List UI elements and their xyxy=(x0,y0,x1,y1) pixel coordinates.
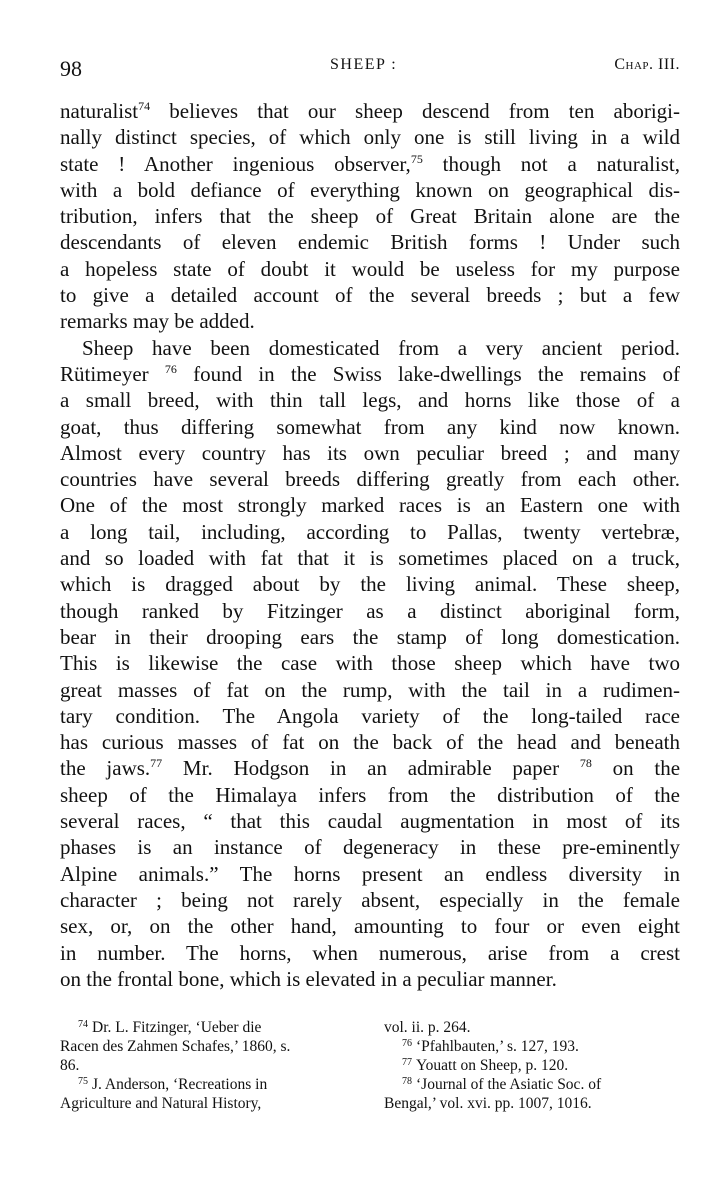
text-line xyxy=(60,624,680,650)
footnote-ref: 74 xyxy=(138,99,151,113)
line-text: This is likewise the case with those sheep which have two xyxy=(60,651,680,676)
text-line xyxy=(60,308,680,334)
line-text: One of the most strongly marked races is an Eastern one with xyxy=(60,493,680,518)
text-line xyxy=(60,966,680,992)
paragraph-2 xyxy=(60,335,680,992)
text-line xyxy=(60,335,680,361)
footnote-text: Dr. L. Fitzinger, ‘Ueber die xyxy=(92,1019,262,1036)
text-line xyxy=(60,598,680,624)
line-text: several races, “ that this caudal augmentation in most of its xyxy=(60,809,680,834)
line-text: character ; being not rarely absent, especially in the female xyxy=(60,887,680,912)
paragraph-1 xyxy=(60,98,680,335)
text-line xyxy=(60,887,680,913)
line-text: Alpine animals.” The horns present an endless diversity in xyxy=(60,861,680,886)
footnote-line xyxy=(60,1075,360,1094)
line-text: to give a detailed account of the several breeds ; but a few xyxy=(60,283,680,308)
line-text: a long tail, including, according to Pallas, twenty vertebræ, xyxy=(60,519,680,544)
line-text: Almost every country has its own peculiar breed ; and many xyxy=(60,440,680,465)
line-text: in number. The horns, when numerous, arise from a crest xyxy=(60,940,680,965)
footnote-text: Bengal,’ vol. xvi. pp. 1007, 1016. xyxy=(384,1095,592,1112)
footnote-line xyxy=(60,1018,360,1037)
text-line xyxy=(60,808,680,834)
text-line xyxy=(60,387,680,413)
line-text: with a bold defiance of everything known on geographical dis- xyxy=(60,177,680,202)
footnote-number: 76 xyxy=(402,1038,412,1049)
line-text: great masses of fat on the rump, with the tail in a rudimen- xyxy=(60,677,680,702)
footnote-text: ‘Pfahlbauten,’ s. 127, 193. xyxy=(416,1038,579,1055)
page-number: 98 xyxy=(60,56,82,81)
footnote-line xyxy=(60,1056,360,1075)
footnote-text: Agriculture and Natural History, xyxy=(60,1095,262,1112)
line-text: nally distinct species, of which only one is still living in a wild xyxy=(60,125,680,150)
line-text: Sheep have been domesticated from a very ancient period. xyxy=(82,335,680,360)
line-text: and so loaded with fat that it is sometimes placed on a truck, xyxy=(60,546,680,571)
line-text: which is dragged about by the living animal. These sheep, xyxy=(60,572,680,597)
text-line xyxy=(60,571,680,597)
footnote-ref: 75 xyxy=(410,151,423,166)
footnote-line xyxy=(384,1056,680,1075)
text-line xyxy=(60,861,680,887)
footnote-text: Racen des Zahmen Schafes,’ 1860, s. xyxy=(60,1038,291,1055)
text-line xyxy=(60,940,680,966)
line-text: descendants of eleven endemic British forms ! Under such xyxy=(60,230,680,255)
footnote-line xyxy=(384,1018,680,1037)
line-text: has curious masses of fat on the back of the head and beneath xyxy=(60,730,680,755)
line-text: though ranked by Fitzinger as a distinct aboriginal form, xyxy=(60,598,680,623)
text-line xyxy=(60,677,680,703)
footnote-ref: 76 xyxy=(164,361,177,376)
footnote-text: vol. ii. p. 264. xyxy=(384,1019,471,1036)
footnote-text: J. Anderson, ‘Recreations in xyxy=(92,1076,268,1093)
main-text xyxy=(60,98,680,992)
text-line xyxy=(60,256,680,282)
text-line xyxy=(60,229,680,255)
footnotes-left-column xyxy=(60,1018,360,1113)
page-header xyxy=(60,52,680,82)
text-line xyxy=(60,545,680,571)
text-line xyxy=(60,203,680,229)
footnote-text: 86. xyxy=(60,1057,80,1074)
line-text: goat, thus differing somewhat from any kind now known. xyxy=(60,414,680,439)
line-text: tribution, infers that the sheep of Great Britain alone are the xyxy=(60,204,680,229)
footnote-ref: 77 xyxy=(150,756,163,771)
footnote-number: 74 xyxy=(78,1019,88,1030)
line-text: believes that our sheep descend from ten aborigi- xyxy=(150,99,680,123)
line-text: on the xyxy=(591,756,681,781)
footnote-number: 75 xyxy=(78,1076,88,1087)
line-text: sex, or, on the other hand, amounting to four or even eight xyxy=(60,914,680,939)
line-text: naturalist xyxy=(60,99,139,123)
text-line xyxy=(60,361,680,387)
line-text: a small breed, with thin tall legs, and horns like those of a xyxy=(60,388,680,413)
line-text: a hopeless state of doubt it would be useless for my purpose xyxy=(60,256,680,281)
line-text: the jaws. xyxy=(60,756,151,781)
text-line xyxy=(60,124,680,150)
text-line xyxy=(60,414,680,440)
line-text: Rütimeyer xyxy=(60,361,165,386)
line-text: sheep of the Himalaya infers from the distribution of the xyxy=(60,782,680,807)
footnote-line xyxy=(384,1037,680,1056)
chapter-label: Chap. III. xyxy=(614,56,680,73)
footnote-line xyxy=(60,1037,360,1056)
text-line xyxy=(60,492,680,518)
line-text: on the frontal bone, which is elevated in a peculiar manner. xyxy=(60,966,557,991)
text-line xyxy=(60,755,680,781)
footnotes-right-column xyxy=(384,1018,680,1113)
footnote-line xyxy=(60,1094,360,1113)
line-text: though not a naturalist, xyxy=(422,151,680,176)
line-text: bear in their drooping ears the stamp of long domestication. xyxy=(60,624,680,649)
line-text: countries have several breeds differing greatly from each other. xyxy=(60,467,680,492)
footnote-text: Youatt on Sheep, p. 120. xyxy=(416,1057,569,1074)
footnote-ref: 78 xyxy=(579,756,592,771)
footnote-number: 77 xyxy=(402,1057,412,1068)
text-line xyxy=(60,151,680,177)
line-text: remarks may be added. xyxy=(60,309,255,334)
footnote-number: 78 xyxy=(402,1076,412,1087)
footnote-line xyxy=(384,1075,680,1094)
text-line xyxy=(60,282,680,308)
running-title: SHEEP : xyxy=(330,56,398,73)
text-line xyxy=(60,782,680,808)
text-line xyxy=(60,466,680,492)
text-line xyxy=(60,650,680,676)
text-line xyxy=(60,703,680,729)
text-line xyxy=(60,834,680,860)
footnote-text: ‘Journal of the Asiatic Soc. of xyxy=(416,1076,602,1093)
text-line xyxy=(60,729,680,755)
text-line xyxy=(60,913,680,939)
text-line xyxy=(60,98,680,124)
line-text: found in the Swiss lake-dwellings the remains of xyxy=(176,361,681,386)
line-text: tary condition. The Angola variety of the long-tailed race xyxy=(60,703,680,728)
line-text: phases is an instance of degeneracy in these pre-eminently xyxy=(60,835,680,860)
line-text: Mr. Hodgson in an admirable paper xyxy=(162,756,580,781)
text-line xyxy=(60,177,680,203)
text-line xyxy=(60,440,680,466)
line-text: state ! Another ingenious observer, xyxy=(60,151,411,176)
footnote-line xyxy=(384,1094,680,1113)
text-line xyxy=(60,519,680,545)
